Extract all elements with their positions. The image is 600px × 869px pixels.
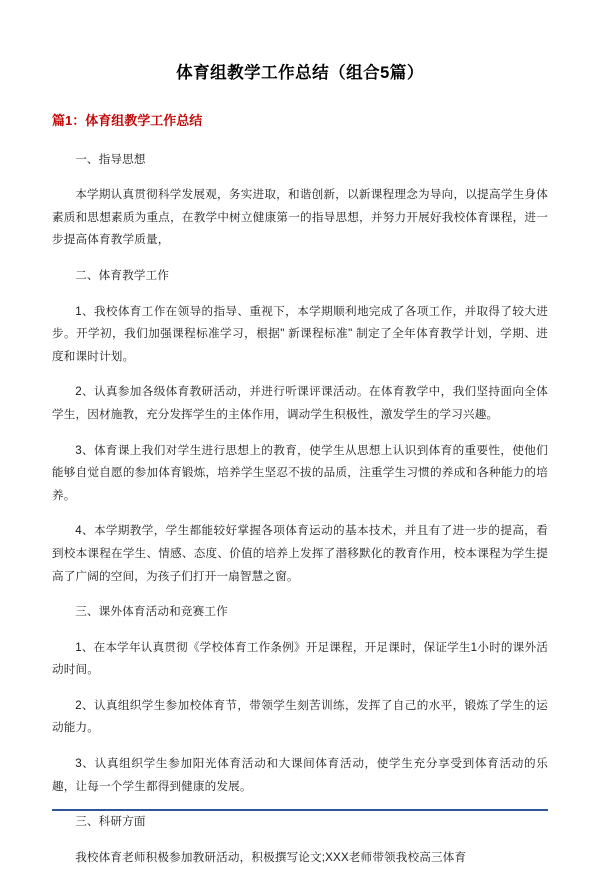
paragraph-body-8: 3、认真组织学生参加阳光体育活动和大课间体育活动，使学生充分享受到体育活动的乐趣，让每一个学生都得到健康的发展。: [52, 757, 548, 793]
paragraph-heading-3: 三、课外体育活动和竞赛工作: [75, 605, 228, 619]
page-title: 体育组教学工作总结（组合5篇）: [176, 64, 424, 82]
paragraph-body-3: 2、认真参加各级体育教研活动，并进行听课评课活动。在体育教学中，我们坚持面向全体学生，因材施教，充分发挥学生的主体作用，调动学生积极性，激发学生的学习兴趣。: [52, 385, 548, 421]
paragraph-heading-1: 一、指导思想: [75, 152, 146, 166]
section-heading: 篇1：体育组教学工作总结: [52, 113, 203, 129]
paragraph-body-2: 1、我校体育工作在领导的指导、重视下，本学期顺利地完成了各项工作，并取得了较大进步。开学初，我们加强课程标准学习，根据" 新课程标准" 制定了全年体育教学计划，学期、进度和课时计划。: [52, 304, 548, 363]
paragraph-body-4: 3、体育课上我们对学生进行思想上的教育，使学生从思想上认识到体育的重要性，使他们能够自觉自愿的参加体育锻炼，培养学生坚忍不拔的品质，注重学生习惯的养成和各种能力的培养。: [52, 443, 548, 502]
paragraph-heading-2: 二、体育教学工作: [75, 268, 170, 282]
paragraph-body-7: 2、认真组织学生参加校体育节，带领学生刻苦训练，发挥了自己的水平，锻炼了学生的运动能力。: [52, 698, 548, 735]
paragraph-heading-4: 三、科研方面: [75, 815, 146, 829]
paragraph-body-9: 我校体育老师积极参加教研活动，积极撰写论文;XXX老师带领我校高三体育: [75, 850, 467, 864]
paragraph-body-1: 本学期认真贯彻科学发展观，务实进取，和谐创新，以新课程理念为导向，以提高学生身体素质和思想素质为重点，在教学中树立健康第一的指导思想，并努力开展好我校体育课程，进一步提高体育教学质量，: [52, 188, 548, 247]
paragraph-body-6: 1、在本学年认真贯彻《学校体育工作条例》开足课程，开足课时，保证学生1小时的课外活动时间。: [52, 640, 548, 677]
footer-divider: [52, 809, 548, 811]
paragraph-body-5: 4、本学期教学，学生都能较好掌握各项体育运动的基本技术，并且有了进一步的提高，看到校本课程在学生、情感、态度、价值的培养上发挥了潜移默化的教育作用，校本课程为学生提高了广阔的空间，为孩子们打开一扇智慧之窗。: [52, 524, 548, 583]
